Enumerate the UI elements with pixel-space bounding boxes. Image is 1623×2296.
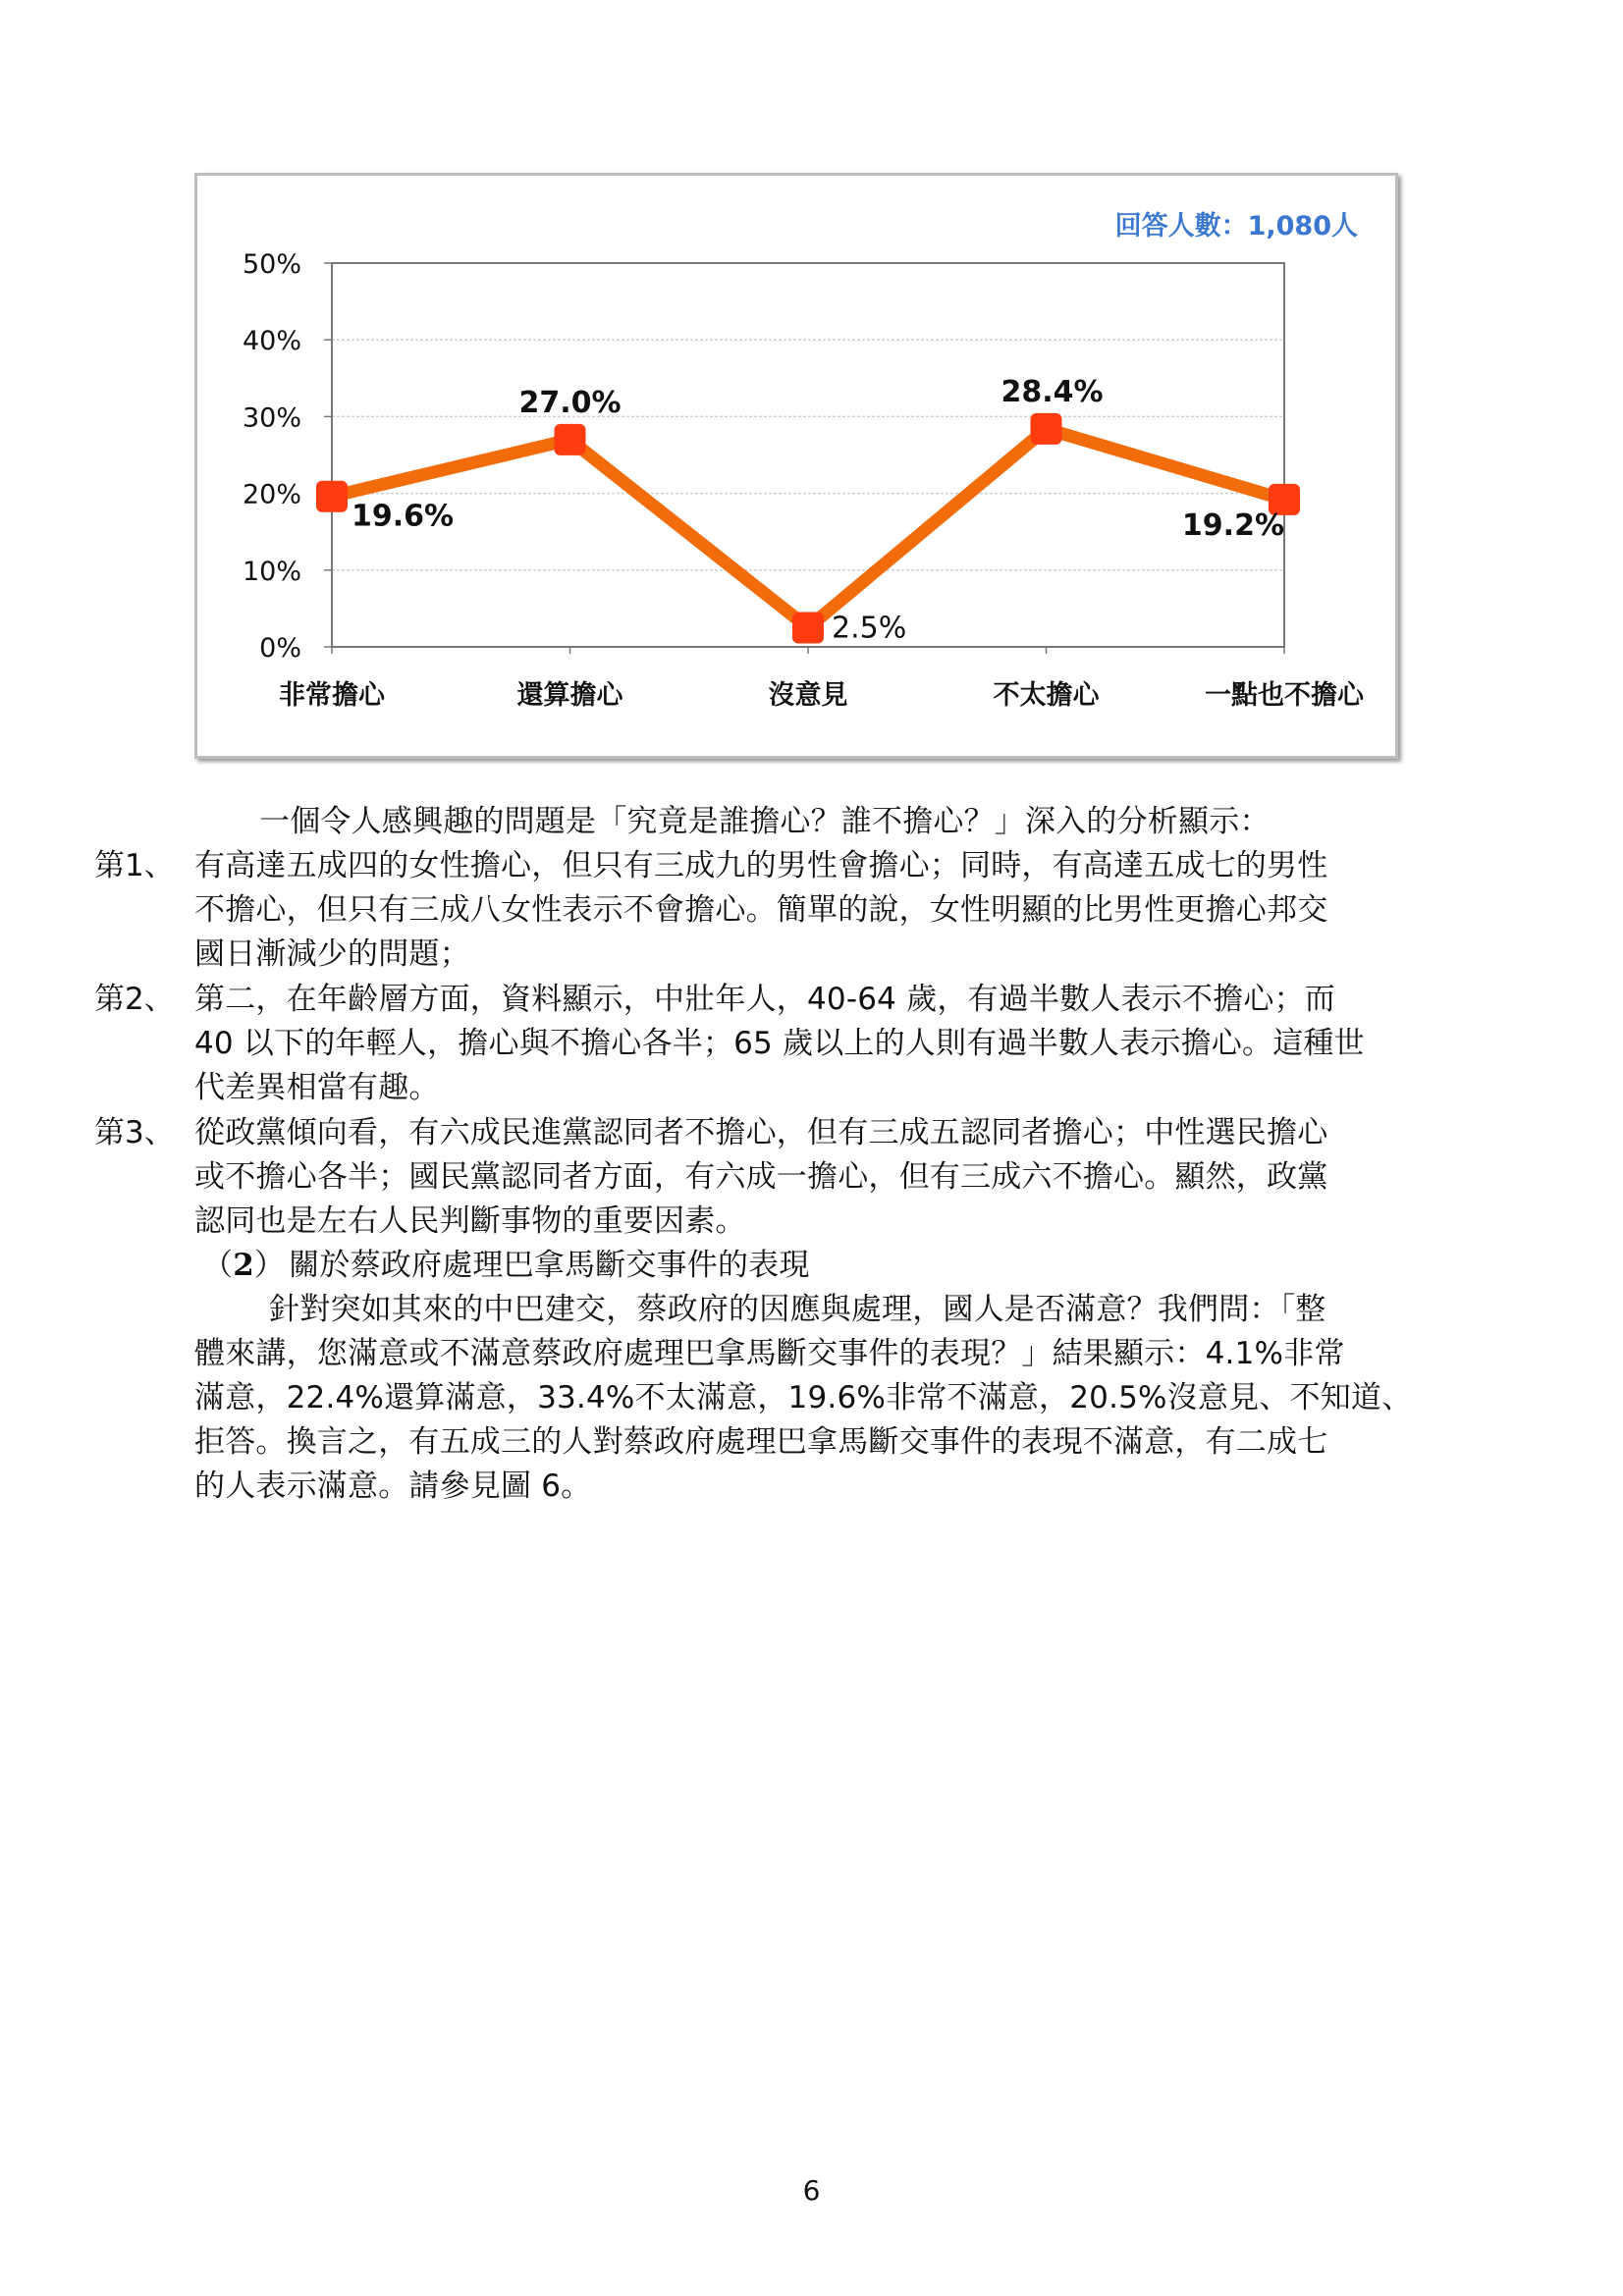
x-category-label: 不太擔心 xyxy=(993,680,1100,711)
x-category-label: 還算擔心 xyxy=(516,680,623,711)
item-number: 第3、 xyxy=(94,1115,175,1150)
data-point-marker xyxy=(792,612,824,643)
paragraph-line: 體來講，您滿意或不滿意蔡政府處理巴拿馬斷交事件的表現？」結果顯示：4.1%非常 xyxy=(194,1336,1345,1371)
data-label: 19.2% xyxy=(1181,507,1284,543)
item-number: 第2、 xyxy=(94,982,175,1017)
y-tick-label: 10% xyxy=(242,556,301,587)
paragraph-line: 滿意，22.4%還算滿意，33.4%不太滿意，19.6%非常不滿意，20.5%沒意見、不知道、 xyxy=(194,1380,1413,1415)
page-number: 6 xyxy=(802,2174,821,2207)
line-chart xyxy=(197,176,1395,756)
x-category-label: 非常擔心 xyxy=(279,680,385,711)
section-close-paren: ） xyxy=(253,1248,286,1283)
intro-line: 一個令人感興趣的問題是「究竟是誰擔心？誰不擔心？」深入的分析顯示： xyxy=(259,804,1271,839)
chart-frame xyxy=(194,173,1398,759)
item-line: 從政黨傾向看，有六成民進黨認同者不擔心，但有三成五認同者擔心；中性選民擔心 xyxy=(194,1115,1328,1150)
item-line: 代差異相當有趣。 xyxy=(194,1070,440,1105)
data-label: 2.5% xyxy=(832,611,907,646)
data-label: 19.6% xyxy=(352,499,455,534)
item-line: 或不擔心各半；國民黨認同者方面，有六成一擔心，但有三成六不擔心。顯然，政黨 xyxy=(194,1159,1328,1195)
x-category-label: 一點也不擔心 xyxy=(1205,680,1364,711)
data-point-marker xyxy=(1031,413,1062,445)
paragraph-line: 拒答。換言之，有五成三的人對蔡政府處理巴拿馬斷交事件的表現不滿意，有二成七 xyxy=(194,1424,1328,1460)
y-tick-label: 0% xyxy=(259,633,301,664)
paragraph-line: 針對突如其來的中巴建交，蔡政府的因應與處理，國人是否滿意？我們問：「整 xyxy=(269,1292,1326,1327)
item-line: 第二，在年齡層方面，資料顯示，中壯年人，40-64 歲，有過半數人表示不擔心；而 xyxy=(194,982,1335,1017)
item-line: 不擔心，但只有三成八女性表示不會擔心。簡單的說，女性明顯的比男性更擔心邦交 xyxy=(194,892,1328,928)
data-label: 27.0% xyxy=(518,385,622,420)
y-tick-label: 50% xyxy=(242,249,301,280)
item-line: 認同也是左右人民判斷事物的重要因素。 xyxy=(194,1203,746,1239)
series-line xyxy=(332,429,1284,628)
y-tick-label: 20% xyxy=(242,479,301,510)
x-category-label: 沒意見 xyxy=(768,680,848,711)
respondent-count-annotation: 回答人數：1,080人 xyxy=(1114,211,1358,241)
section-open-paren: （ xyxy=(202,1248,234,1283)
section-title: 關於蔡政府處理巴拿馬斷交事件的表現 xyxy=(289,1248,810,1283)
item-line: 國日漸減少的問題； xyxy=(194,936,470,972)
y-tick-label: 30% xyxy=(242,402,301,434)
data-point-marker xyxy=(316,481,348,512)
item-number: 第1、 xyxy=(94,848,175,883)
section-number: 2 xyxy=(233,1248,254,1283)
data-label: 28.4% xyxy=(1001,374,1104,409)
y-tick-label: 40% xyxy=(242,326,301,357)
section-heading xyxy=(202,1244,810,1288)
item-line: 有高達五成四的女性擔心，但只有三成九的男性會擔心；同時，有高達五成七的男性 xyxy=(194,848,1328,883)
data-point-marker xyxy=(555,424,586,455)
paragraph-line: 的人表示滿意。請參見圖 6。 xyxy=(194,1468,592,1504)
item-line: 40 以下的年輕人，擔心與不擔心各半；65 歲以上的人則有過半數人表示擔心。這種世 xyxy=(194,1026,1365,1061)
